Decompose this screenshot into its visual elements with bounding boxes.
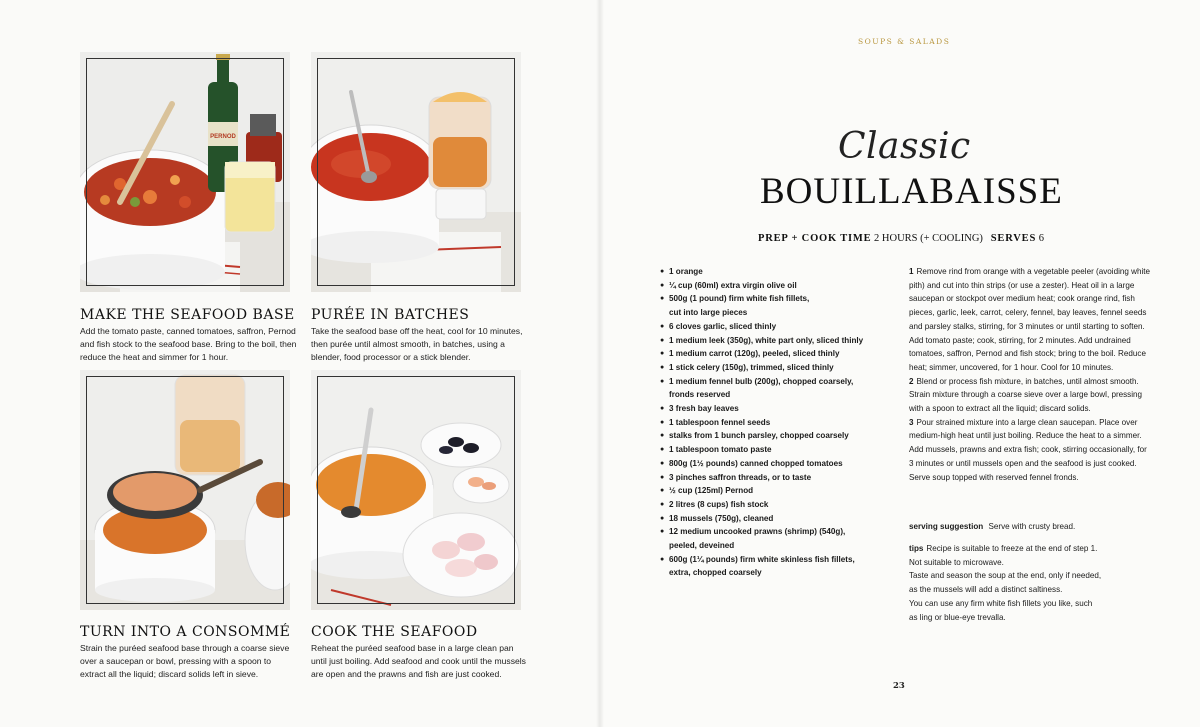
ingredient-text: extra, chopped coarsely bbox=[669, 568, 762, 578]
bullet-icon: ● bbox=[660, 459, 665, 467]
ingredient-text: cut into large pieces bbox=[669, 308, 748, 318]
bullet-icon: ● bbox=[660, 295, 665, 303]
ingredient-item bbox=[660, 471, 895, 485]
ingredient-text: 1 medium carrot (120g), peeled, sliced thinly bbox=[669, 349, 840, 359]
tip-line bbox=[909, 556, 1153, 570]
serving-suggestion-text: Serve with crusty bread. bbox=[988, 522, 1076, 531]
ingredient-item bbox=[660, 498, 895, 512]
bullet-icon: ● bbox=[660, 473, 665, 481]
ingredient-text: 1 tablespoon fennel seeds bbox=[669, 417, 771, 427]
ingredient-text: 500g (1 pound) firm white fish fillets, bbox=[669, 294, 810, 304]
bullet-icon: ● bbox=[660, 555, 665, 563]
method-steps bbox=[909, 265, 1153, 484]
bullet-icon: ● bbox=[660, 487, 665, 495]
ingredient-text: 3 fresh bay leaves bbox=[669, 404, 739, 414]
ingredient-item bbox=[660, 512, 895, 526]
step-title-puree-in-batches: PURÉE IN BATCHES bbox=[311, 307, 470, 323]
serves-label: SERVES bbox=[990, 233, 1037, 244]
ingredient-text: ½ cup (125ml) Pernod bbox=[669, 486, 754, 496]
ingredient-text: stalks from 1 bunch parsley, chopped coarsely bbox=[669, 431, 849, 441]
ingredient-item bbox=[660, 265, 895, 279]
ingredient-text: 600g (1¼ pounds) firm white skinless fish fillets, bbox=[669, 554, 855, 564]
ingredient-item bbox=[660, 443, 895, 457]
step-title-cook-the-seafood: COOK THE SEAFOOD bbox=[311, 624, 478, 640]
step-title-make-seafood-base: MAKE THE SEAFOOD BASE bbox=[80, 307, 295, 323]
ingredient-item bbox=[660, 525, 895, 539]
serving-suggestion bbox=[909, 520, 1153, 534]
photo-make-seafood-base bbox=[80, 52, 290, 292]
recipe-title: BOUILLABAISSE bbox=[760, 171, 1063, 212]
bullet-icon: ● bbox=[660, 500, 665, 508]
ingredient-text: 1 tablespoon tomato paste bbox=[669, 445, 772, 455]
ingredient-text: 1 medium leek (350g), white part only, sliced thinly bbox=[669, 335, 864, 345]
method-step-number: 1 bbox=[909, 267, 914, 276]
tip-text: You can use any firm white fish fillets you like, such bbox=[909, 598, 1093, 608]
page-gutter bbox=[596, 0, 604, 727]
tip-line bbox=[909, 597, 1153, 611]
ingredient-item bbox=[660, 306, 895, 320]
ingredient-item bbox=[660, 334, 895, 348]
bullet-icon: ● bbox=[660, 514, 665, 522]
step-text-make-seafood-base: Add the tomato paste, canned tomatoes, saffron, Pernod and fish stock to the seafood base. Bring to the boil, then reduce the heat and simmer for 1 hour. bbox=[80, 326, 297, 362]
step-text-puree-in-batches: Take the seafood base off the heat, cool for 10 minutes, then purée until almost smooth, in batches, using a blender, food processor or a stick blender. bbox=[311, 326, 523, 362]
ingredient-item bbox=[660, 457, 895, 471]
ingredient-text: 12 medium uncooked prawns (shrimp) (540g), bbox=[669, 527, 846, 537]
ingredient-text: 6 cloves garlic, sliced thinly bbox=[669, 321, 777, 331]
ingredient-list bbox=[660, 265, 895, 580]
section-label: SOUPS & SALADS bbox=[858, 37, 951, 46]
tip-text: Not suitable to microwave. bbox=[909, 557, 1004, 567]
method-step bbox=[909, 265, 1153, 375]
tips-label: tips bbox=[909, 544, 924, 553]
photo-turn-into-consomme bbox=[80, 370, 290, 610]
method-step-text: Remove rind from orange with a vegetable peeler (avoiding white pith) and cut into thin strips (or use a zester). Heat oil in a large saucepan or stockpot over medium heat; cook orange rind, fish pieces, garlic, leek, carrot, celery, fennel, bay leaves, fennel seeds and parsley stalks, stirring, for 3 minutes or until starting to soften. Add tomato paste; cook, stirring, for 2 minutes. Add undrained tomatoes, saffron, Pernod and fish stock; bring to the boil. Reduce heat; simmer, uncovered, for 1 hour. Cool for 10 minutes. bbox=[909, 267, 1151, 372]
ingredient-text: peeled, deveined bbox=[669, 541, 735, 551]
step-title-turn-into-consomme: TURN INTO A CONSOMMÉ bbox=[80, 624, 291, 640]
ingredient-item bbox=[660, 539, 895, 553]
step-text-turn-into-consomme: Strain the puréed seafood base through a coarse sieve over a saucepan or bowl, pressing with a spoon to extract all the liquid; discard solids left in sieve. bbox=[80, 643, 290, 679]
ingredient-item bbox=[660, 375, 895, 389]
ingredient-item bbox=[660, 416, 895, 430]
tip-text: as the mussels will add a distinct saltiness. bbox=[909, 585, 1063, 595]
serves-value: 6 bbox=[1038, 233, 1044, 244]
ingredient-text: 2 litres (8 cups) fish stock bbox=[669, 499, 769, 509]
ingredient-item bbox=[660, 429, 895, 443]
method-step bbox=[909, 416, 1153, 485]
step-text-cook-the-seafood: Reheat the puréed seafood base in a large clean pan until just boiling. Add seafood and cook until the mussels are open and the prawns and fish are just cooked. bbox=[311, 643, 526, 679]
method-step-text: Pour strained mixture into a large clean saucepan. Place over medium-high heat until just boiling. Reduce the heat to a simmer. Add mussels, prawns and extra fish; cook, stirring occasionally, for 3 minutes or until mussels open and the seafood is just cooked. Serve soup topped with reserved fennel fronds. bbox=[909, 417, 1147, 482]
bullet-icon: ● bbox=[660, 432, 665, 440]
serving-suggestion-label: serving suggestion bbox=[909, 522, 984, 531]
ingredient-item bbox=[660, 553, 895, 567]
ingredient-item bbox=[660, 388, 895, 402]
ingredient-item bbox=[660, 279, 895, 293]
method-step-number: 2 bbox=[909, 376, 914, 386]
tip-text: Taste and season the soup at the end, only if needed, bbox=[909, 571, 1102, 581]
bullet-icon: ● bbox=[660, 363, 665, 371]
tips bbox=[909, 542, 1153, 624]
prep-time-value: 2 HOURS (+ COOLING) bbox=[874, 233, 983, 244]
page-number: 23 bbox=[893, 681, 905, 691]
ingredient-item bbox=[660, 320, 895, 334]
ingredient-text: 18 mussels (750g), cleaned bbox=[669, 513, 774, 523]
bullet-icon: ● bbox=[660, 405, 665, 413]
bullet-icon: ● bbox=[660, 350, 665, 358]
tip-line bbox=[909, 611, 1153, 625]
bullet-icon: ● bbox=[660, 377, 665, 385]
bullet-icon: ● bbox=[660, 281, 665, 289]
bullet-icon: ● bbox=[660, 528, 665, 536]
ingredient-item bbox=[660, 292, 895, 306]
ingredient-item bbox=[660, 347, 895, 361]
ingredient-text: ¼ cup (60ml) extra virgin olive oil bbox=[669, 280, 797, 290]
prep-line bbox=[690, 233, 1112, 244]
tip-line bbox=[909, 569, 1153, 583]
photo-cook-the-seafood bbox=[311, 370, 521, 610]
ingredient-text: 800g (1½ pounds) canned chopped tomatoes bbox=[669, 458, 843, 468]
ingredient-item bbox=[660, 566, 895, 580]
bullet-icon: ● bbox=[660, 336, 665, 344]
photo-puree-in-batches bbox=[311, 52, 521, 292]
prep-time-label: PREP + COOK TIME bbox=[758, 233, 872, 244]
method-step-number: 3 bbox=[909, 417, 914, 427]
tip-line bbox=[909, 583, 1153, 597]
method-step-text: Blend or process fish mixture, in batches, until almost smooth. Strain mixture through a coarse sieve over a large bowl, pressing with a spoon to extract all the liquid; discard solids. bbox=[909, 376, 1143, 414]
recipe-title-script: Classic bbox=[838, 126, 971, 167]
ingredient-text: 1 medium fennel bulb (200g), chopped coarsely, bbox=[669, 376, 854, 386]
bullet-icon: ● bbox=[660, 418, 665, 426]
ingredient-item bbox=[660, 484, 895, 498]
ingredient-text: 1 stick celery (150g), trimmed, sliced thinly bbox=[669, 362, 834, 372]
tip-line bbox=[909, 542, 1153, 556]
bottle-label-text: PERNOD bbox=[210, 134, 236, 140]
ingredient-text: 1 orange bbox=[669, 267, 703, 276]
ingredient-text: fronds reserved bbox=[669, 390, 731, 400]
bullet-icon: ● bbox=[660, 268, 665, 275]
ingredient-item bbox=[660, 402, 895, 416]
tip-text: Recipe is suitable to freeze at the end of step 1. bbox=[926, 544, 1098, 553]
bullet-icon: ● bbox=[660, 322, 665, 330]
ingredient-text: 3 pinches saffron threads, or to taste bbox=[669, 472, 812, 482]
tip-text: as ling or blue-eye trevalla. bbox=[909, 612, 1006, 622]
ingredient-item bbox=[660, 361, 895, 375]
method-step bbox=[909, 375, 1153, 416]
bullet-icon: ● bbox=[660, 446, 665, 454]
